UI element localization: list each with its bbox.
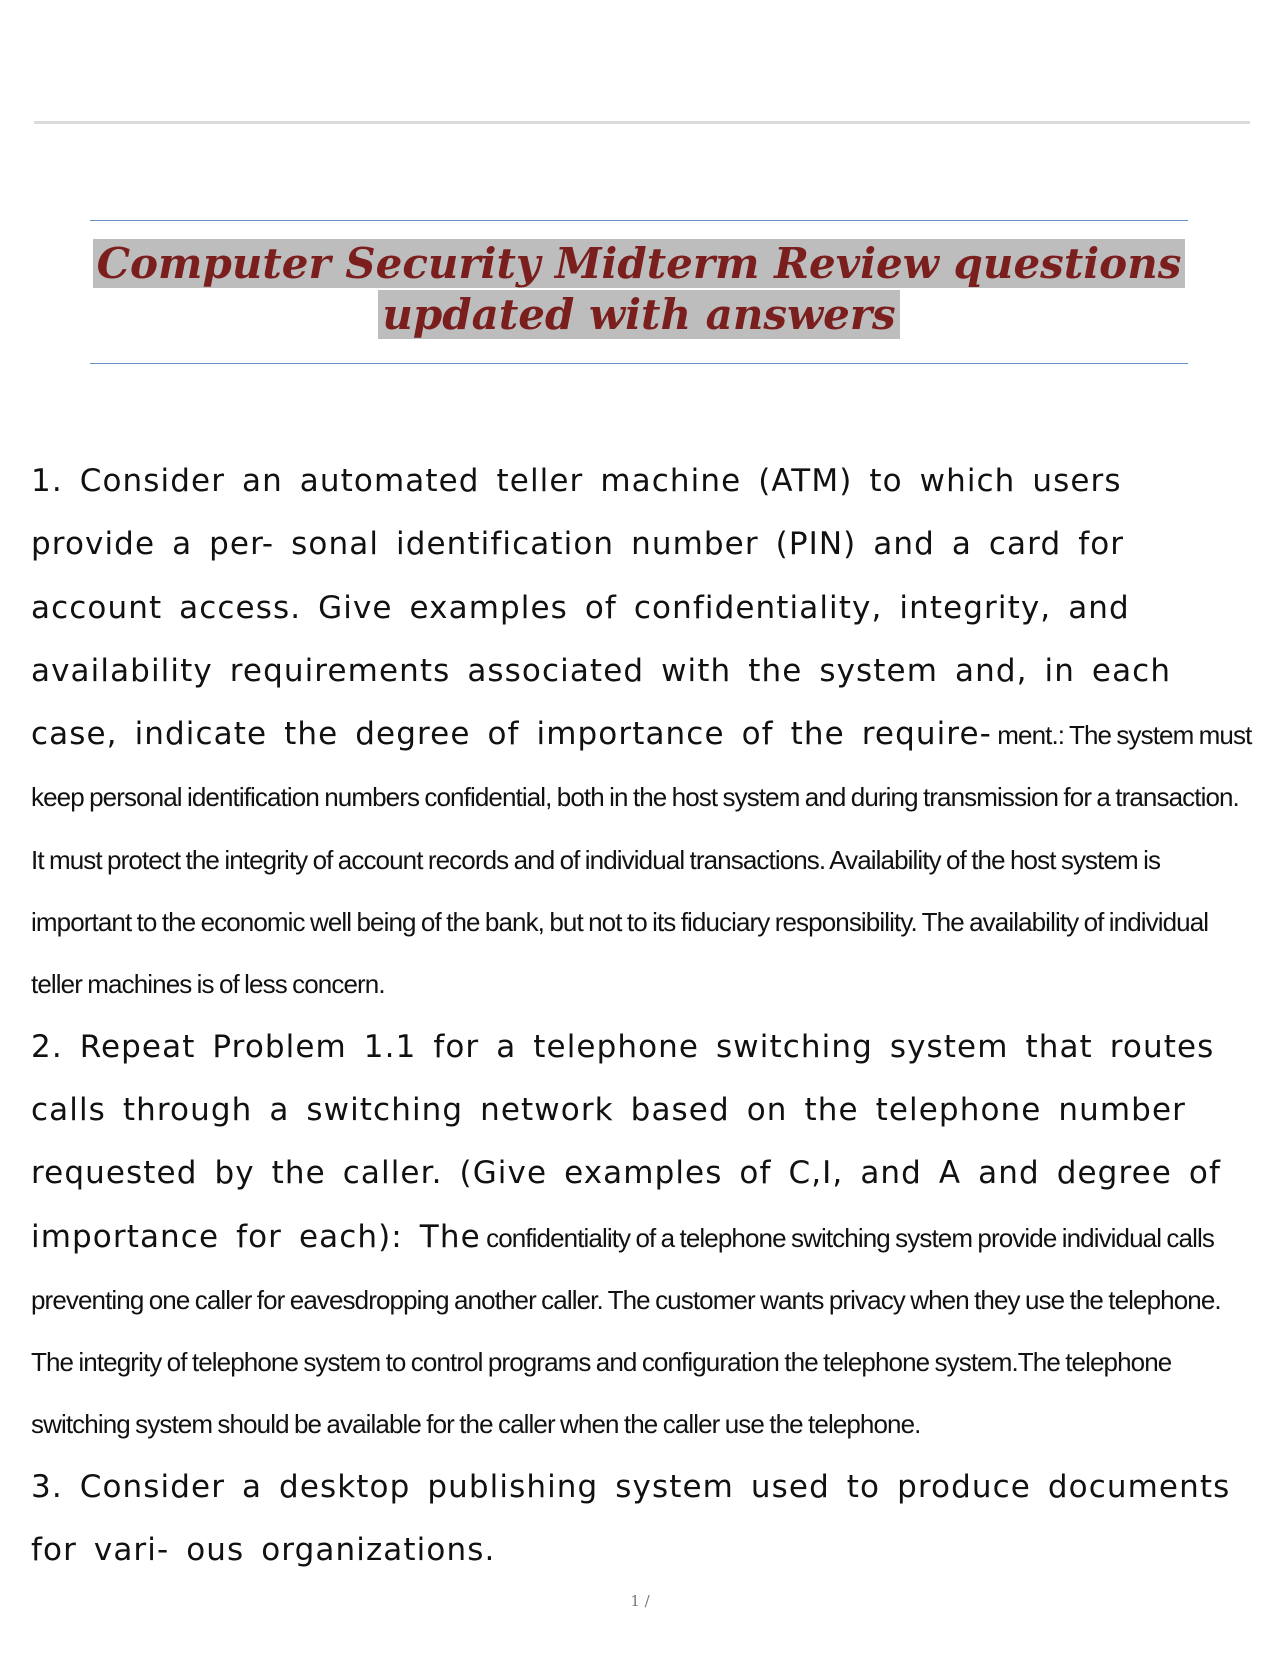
answer-2-text: confidentiality of a telephone switching system provide individual calls preventing one caller for eavesdropping another caller. The customer wants privacy when they use the telephone. The integrity of telephone system to control programs and configuration the telephone system.The telephone switching system should be available for the caller when the caller use the telephone. xyxy=(31,1222,1221,1440)
question-1 xyxy=(31,452,1256,1018)
question-3-text: 3. Consider a desktop publishing system used to produce documents for vari- ous organizations. xyxy=(31,1468,1231,1569)
title-bottom-rule xyxy=(90,363,1188,364)
header-divider xyxy=(34,121,1250,124)
question-3 xyxy=(31,1458,1256,1585)
title-top-rule xyxy=(90,220,1188,221)
document-body xyxy=(31,452,1256,1584)
question-2-text: 2. Repeat Problem 1.1 for a telephone switching system that routes calls through a switching network based on the telephone number requested by the caller. (Give examples of C,I, and A and degree of importance for each): The xyxy=(31,1028,1221,1255)
title-line-1: Computer Security Midterm Review questions xyxy=(93,239,1186,288)
page-number: 1 / xyxy=(630,1592,650,1610)
title-line-2: updated with answers xyxy=(378,290,899,339)
question-1-text: 1. Consider an automated teller machine (ATM) to which users provide a per- sonal identification number (PIN) and a card for account access. Give examples of confidentiality, integrity, and availability requirements associated with the system and, in each case, indicate the degree of importance of the require- xyxy=(31,463,1172,753)
question-2 xyxy=(31,1018,1256,1458)
answer-1-text: ment.: The system must keep personal identification numbers confidential, both in the host system and during transmission for a transaction. It must protect the integrity of account records and of individual transactions. Availability of the host system is important to the economic well being of the bank, but not to its fiduciary responsibility. The availability of individual teller machines is of less concern. xyxy=(31,720,1252,1000)
document-title xyxy=(90,238,1188,340)
